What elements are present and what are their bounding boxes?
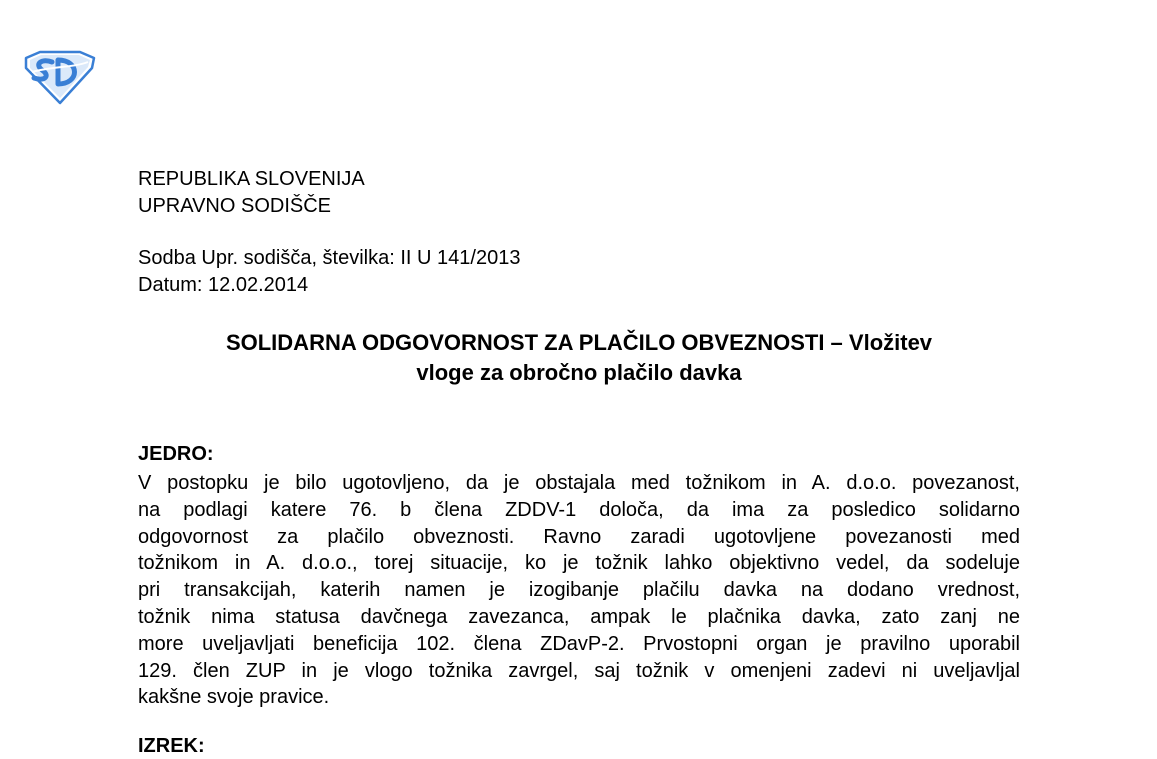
court-name: UPRAVNO SODIŠČE [138,195,331,217]
paragraph-line: tožnik nima statusa davčnega zavezanca, ampak le plačnika davka, zato zanj ne [138,605,1020,628]
paragraph-line: 129. člen ZUP in je vlogo tožnika zavrgel, saj tožnik v omenjeni zadevi ni uveljavljal [138,659,1020,682]
paragraph-line: pri transakcijah, katerih namen je izogibanje plačilu davka na dodano vrednost, [138,579,1020,602]
paragraph-line: odgovornost za plačilo obveznosti. Ravno zaradi ugotovljene povezanosti med [138,525,1020,548]
judgment-date: Datum: 12.02.2014 [138,274,309,296]
case-number: Sodba Upr. sodišča, številka: II U 141/2013 [138,247,521,269]
izrek-heading: IZREK: [138,735,205,757]
jedro-paragraph [138,470,1020,711]
court-shield-logo-icon [22,48,96,104]
jedro-heading: JEDRO: [138,443,214,465]
paragraph-line: V postopku je bilo ugotovljeno, da je obstajala med tožnikom in A. d.o.o. povezanost, [138,472,1020,494]
judgment-title [138,328,1020,388]
paragraph-line: more uveljavljati beneficija 102. člena ZDavP-2. Prvostopni organ je pravilno uporabil [138,632,1020,655]
country-name: REPUBLIKA SLOVENIJA [138,168,365,190]
paragraph-line: kakšne svoje pravice. [138,686,330,709]
title-line: vloge za obročno plačilo davka [416,360,742,385]
paragraph-line: tožnikom in A. d.o.o., torej situacije, ko je tožnik lahko objektivno vedel, da sodeluje [138,552,1020,575]
title-line: SOLIDARNA ODGOVORNOST ZA PLAČILO OBVEZNOSTI – Vložitev [225,330,933,355]
paragraph-line: na podlagi katere 76. b člena ZDDV-1 določa, da ima za posledico solidarno [138,498,1020,521]
